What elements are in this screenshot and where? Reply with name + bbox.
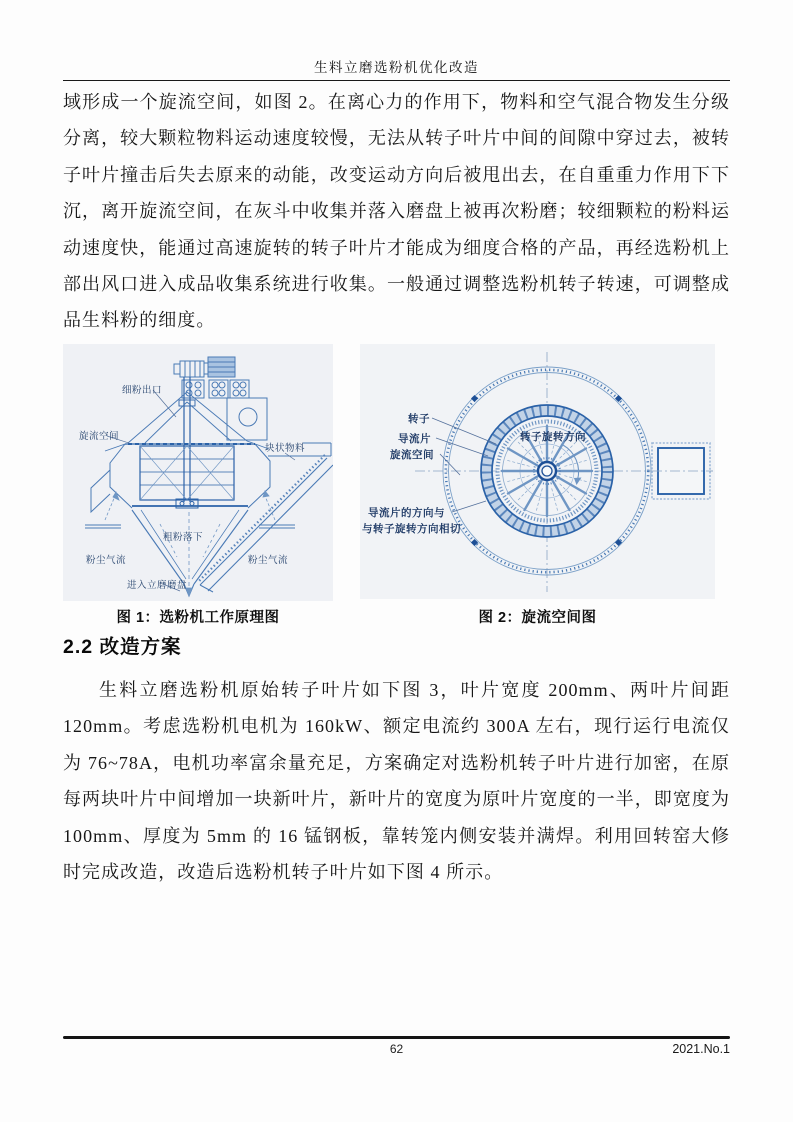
fig1-label-enter-mill-table: 进入立磨磨盘 bbox=[127, 580, 188, 591]
body-paragraph-2: 生料立磨选粉机原始转子叶片如下图 3，叶片宽度 200mm、两叶片间距 120mm。考虑选粉机电机为 160kW、额定电流约 300A 左右，现行运行电流仅为 76~78A，电机功率富余量充足，方案确定对选粉机转子叶片进行加密，在原每两块叶片中间增加一块新叶片，新叶片的宽度为原叶片宽度的一半，即宽度为 100mm、厚度为 5mm 的 16 锰钢板，靠转笼内侧安装并满焊。利用回转窑大修时完成改造，改造后选粉机转子叶片如下图 4 所示。 bbox=[63, 680, 730, 883]
running-header-title: 生料立磨选粉机优化改造 bbox=[314, 60, 479, 75]
footer-page-number: 62 bbox=[389, 1042, 404, 1056]
figure2-image bbox=[360, 344, 715, 604]
fig1-label-dust-airflow-left: 粉尘气流 bbox=[86, 555, 127, 566]
figure2-caption: 图 2：旋流空间图 bbox=[478, 610, 597, 626]
figures-row bbox=[63, 344, 730, 602]
footer-rule bbox=[63, 1036, 730, 1039]
footer-issue-label: 2021.No.1 bbox=[672, 1042, 730, 1056]
fig1-label-coarse-powder-fall: 粗粉落下 bbox=[163, 532, 204, 543]
fig2-label-guide-vane: 导流片 bbox=[398, 433, 431, 445]
figure1-diagram bbox=[63, 344, 333, 601]
figure2-diagram bbox=[360, 344, 715, 599]
fig1-label-swirl-space: 旋流空间 bbox=[79, 431, 120, 442]
figure1-image bbox=[63, 344, 333, 606]
fig1-label-lump-material: 块状物料 bbox=[265, 443, 306, 454]
figure1-caption: 图 1：选粉机工作原理图 bbox=[116, 610, 280, 626]
figure-captions bbox=[63, 606, 730, 628]
fig2-label-swirl-space: 旋流空间 bbox=[390, 449, 434, 461]
fig2-label-note-line1: 导流片的方向与 bbox=[368, 507, 445, 519]
header-rule bbox=[63, 80, 730, 81]
section-heading: 2.2 改造方案 bbox=[63, 636, 182, 658]
fig2-label-note-line2: 与转子旋转方向相切 bbox=[362, 523, 461, 535]
fig2-label-rotation-direction: 转子旋转方向 bbox=[520, 431, 586, 443]
body-paragraph-1: 域形成一个旋流空间，如图 2。在离心力的作用下，物料和空气混合物发生分级分离，较大颗粒物料运动速度较慢，无法从转子叶片中间的间隙中穿过去，被转子叶片撞击后失去原来的动能，改变运动方向后被甩出去，在自重重力作用下下沉，离开旋流空间，在灰斗中收集并落入磨盘上被再次粉磨；较细颗粒的粉料运动速度快，能通过高速旋转的转子叶片才能成为细度合格的产品，再经选粉机上部出风口进入成品收集系统进行收集。一般通过调整选粉机转子转速，可调整成品生料粉的细度。 bbox=[63, 92, 730, 331]
fig1-label-fine-powder-outlet: 细粉出口 bbox=[122, 385, 163, 396]
fig1-label-dust-airflow-right: 粉尘气流 bbox=[248, 555, 289, 566]
fig2-label-rotor: 转子 bbox=[408, 413, 430, 425]
outlet-duct bbox=[652, 443, 713, 499]
